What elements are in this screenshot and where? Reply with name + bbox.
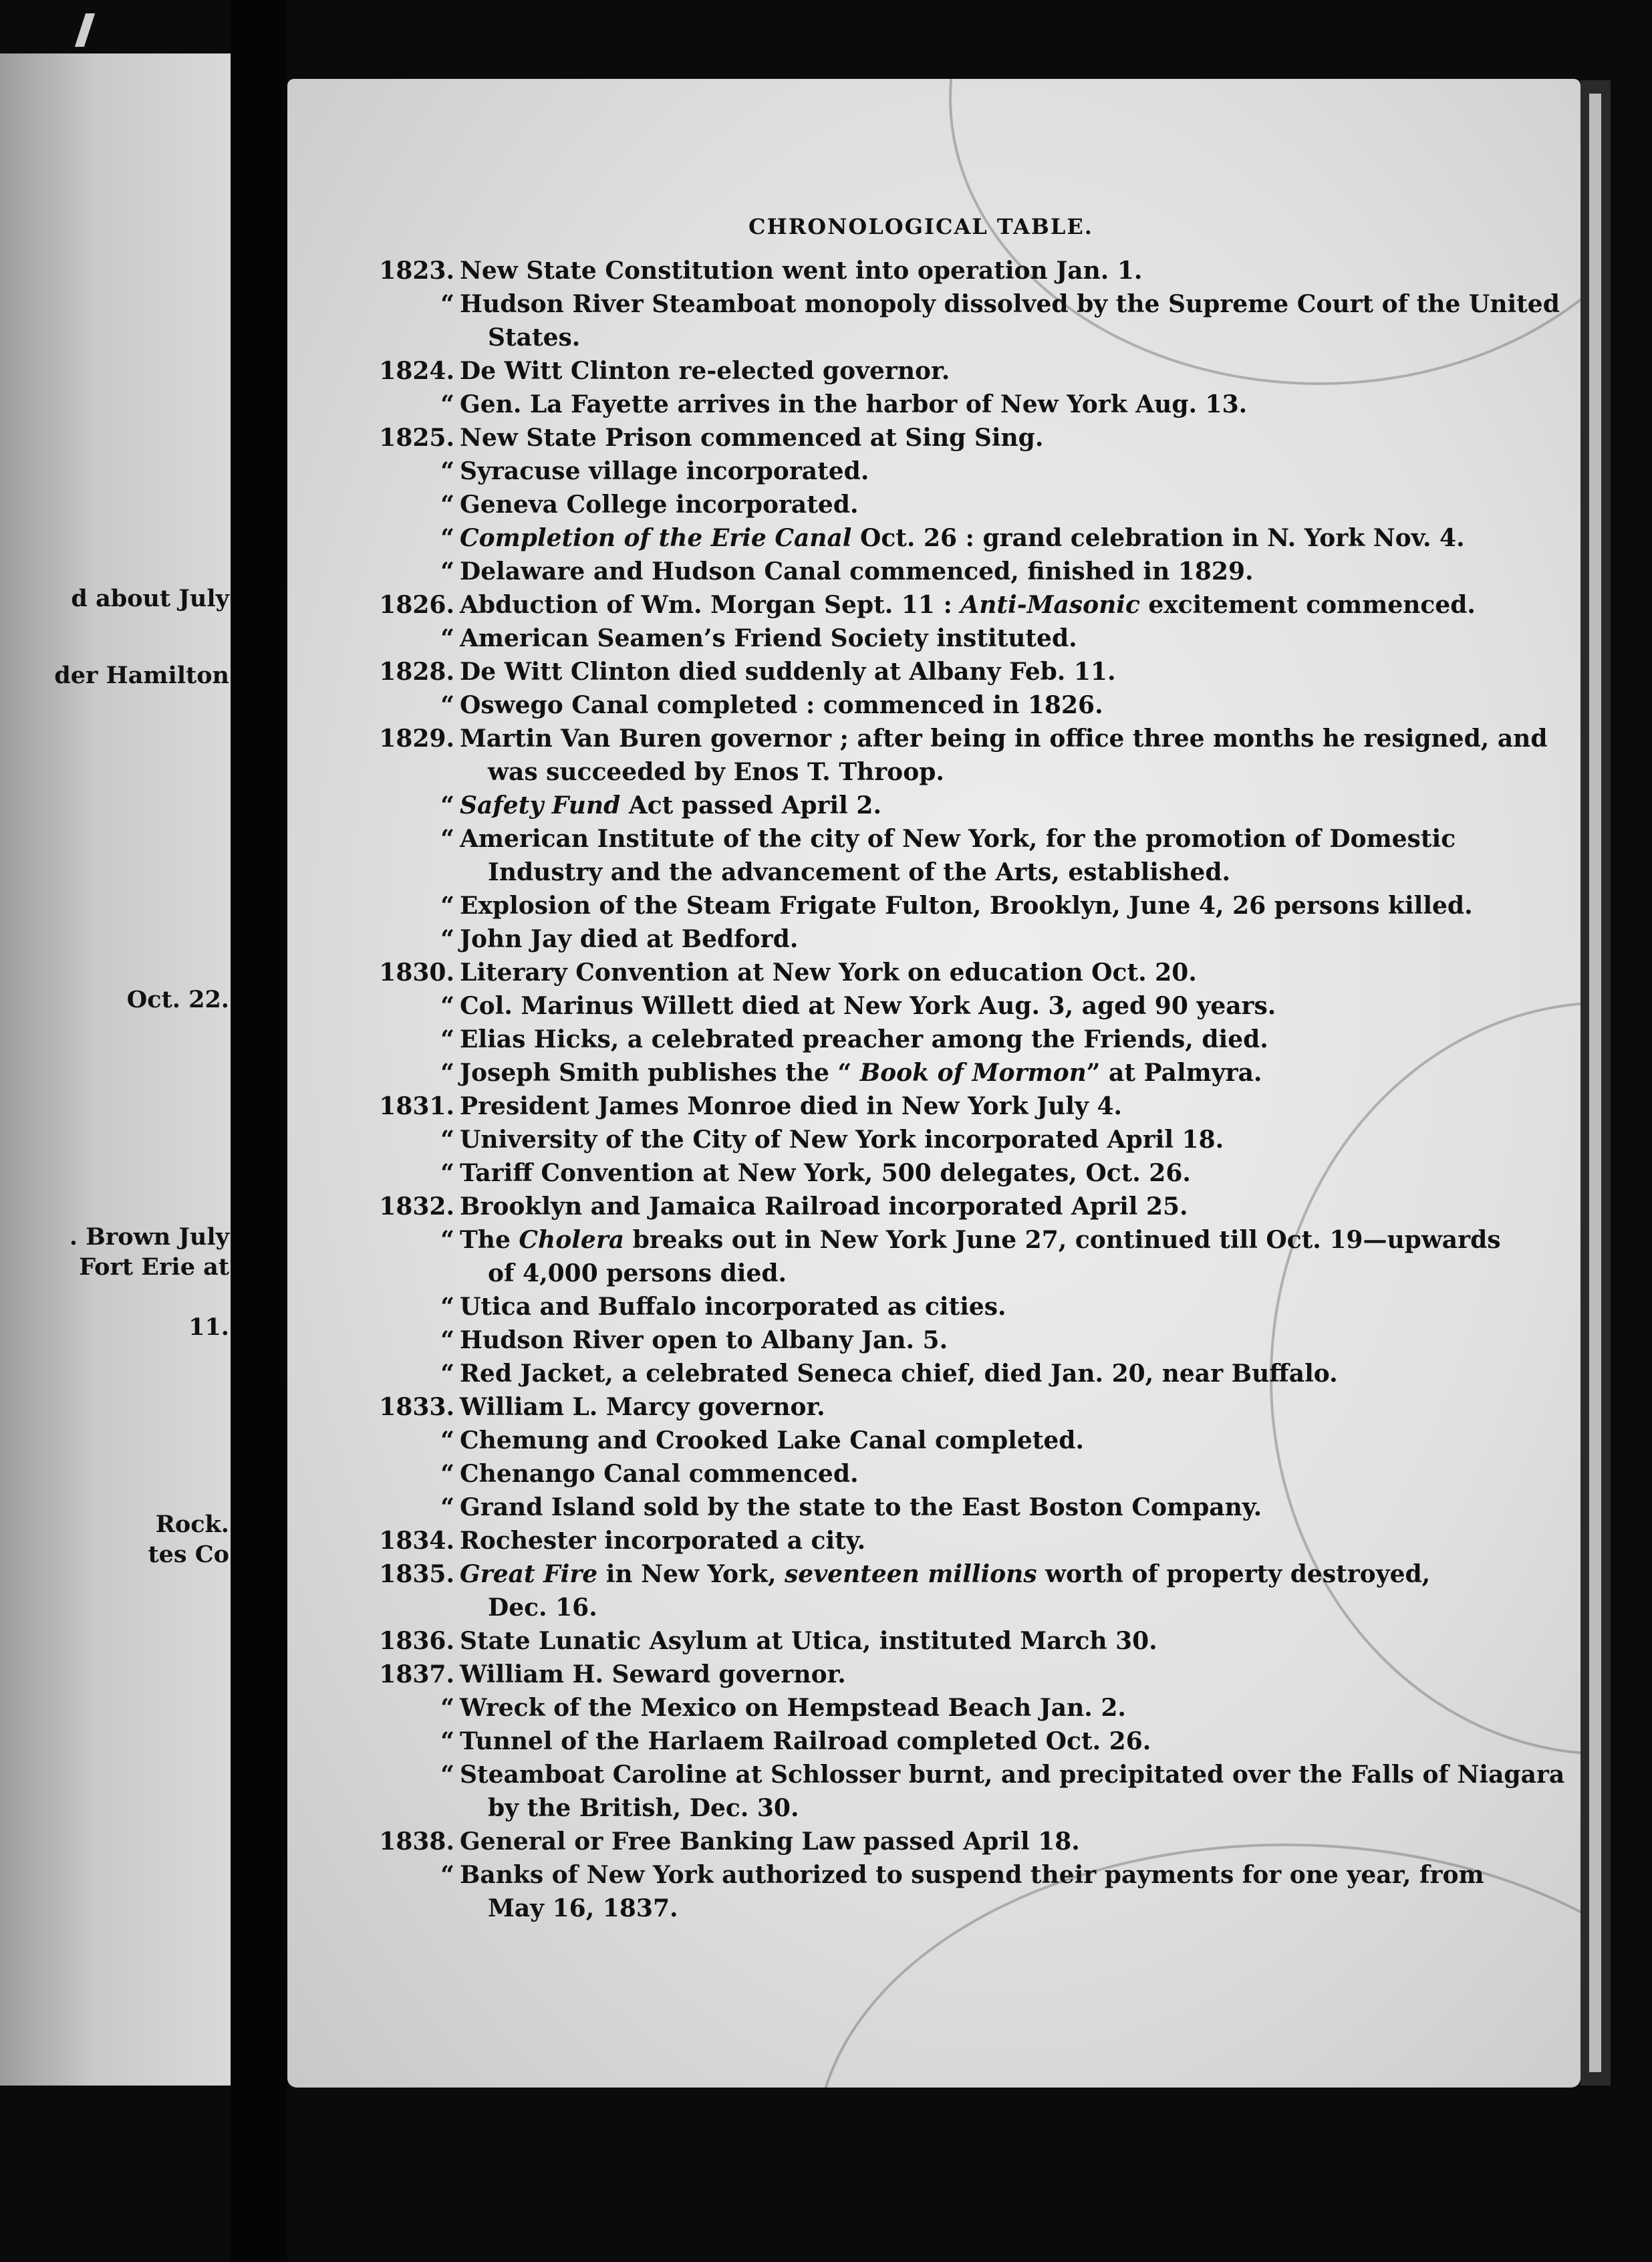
chronology-entry [0,1424,1652,1457]
entry-year: 1826. [379,591,454,619]
entry-year: 1830. [379,959,454,987]
entry-text [460,1023,1369,1056]
entry-text [460,1524,1369,1557]
entry-fragment: Oct. 26 : grand celebration in N. York Nov. 4. [851,524,1465,552]
entry-line [460,822,1456,856]
left-fragment: Fort Erie at [79,1253,229,1281]
entry-year: 1831. [379,1092,454,1120]
entry-year: “ [440,557,454,586]
entry-year: “ [440,1159,454,1187]
entry-fragment: Syracuse village incorporated. [460,457,869,485]
entry-fragment: Joseph Smith publishes the “ [460,1059,860,1087]
entry-year: “ [440,1727,454,1755]
left-fragment: Oct. 22. [126,986,229,1013]
entry-line [460,287,1560,321]
chronology-entry [0,1357,1652,1390]
entry-fragment: William H. Seward governor. [460,1660,846,1688]
chronology-entry [0,1624,1652,1658]
entry-year: “ [440,524,454,552]
entry-text [460,1357,1369,1390]
entry-fragment: American Institute of the city of New York, for the promotion of Domestic [460,825,1456,853]
entry-year: “ [440,1360,454,1388]
page-title: CHRONOLOGICAL TABLE. [748,214,1093,239]
entry-line [460,688,1369,722]
entry-fragment: New State Constitution went into operation Jan. 1. [460,257,1143,285]
entry-year: “ [440,491,454,519]
entry-fragment: De Witt Clinton re-elected governor. [460,357,950,385]
chronology-entry [0,1491,1652,1524]
entry-fragment: Oswego Canal completed : commenced in 1826. [460,691,1103,719]
entry-fragment: Hudson River Steamboat monopoly dissolved by the Supreme Court of the United [460,290,1560,318]
chronology-entry [0,822,1652,889]
entry-italic: Book of Mormon [859,1059,1087,1087]
chronology-entry [0,1658,1652,1691]
entry-text [460,956,1369,989]
chronology-entry [0,521,1652,555]
entry-text [460,1457,1369,1491]
chronology-entry [0,1190,1652,1223]
entry-text [460,254,1369,287]
entry-line [460,521,1465,555]
entry-text [460,1090,1369,1123]
entry-fragment: Chenango Canal commenced. [460,1460,859,1488]
entry-year: “ [440,1326,454,1354]
chronology-entry [0,1290,1652,1324]
entry-year: 1836. [379,1627,454,1655]
entry-year: “ [440,1861,454,1889]
entry-text [460,287,1560,354]
left-fragment: . Brown July [69,1223,229,1251]
entry-fragment: Chemung and Crooked Lake Canal completed. [460,1426,1084,1455]
entry-year: “ [440,925,454,953]
chronology-entry [0,1156,1652,1190]
chronology-entry [0,388,1652,421]
entry-fragment: Elias Hicks, a celebrated preacher among the Friends, died. [460,1025,1268,1053]
chronology-entry [0,455,1652,488]
entry-year: “ [440,1059,454,1087]
entry-text [460,1758,1565,1825]
entry-text [460,1056,1369,1090]
entry-line [460,1758,1565,1791]
chronology-entry [0,555,1652,588]
entry-fragment: Hudson River open to Albany Jan. 5. [460,1326,948,1354]
entry-line [460,1658,1369,1691]
entry-line [460,1524,1369,1557]
entry-continuation: was succeeded by Enos T. Throop. [488,758,944,786]
entry-year: 1823. [379,257,454,285]
chronology-entry [0,1825,1652,1858]
left-fragment: Rock. [155,1511,229,1538]
entry-line [460,1324,1369,1357]
entry-year: “ [440,624,454,652]
entry-line [460,722,1548,755]
entry-continuation: of 4,000 persons died. [488,1259,787,1287]
entry-text [460,455,1369,488]
entry-year: 1837. [379,1660,454,1688]
entry-fragment: Gen. La Fayette arrives in the harbor of New York Aug. 13. [460,390,1248,418]
entry-italic: Anti-Masonic [960,591,1140,619]
entry-fragment: Brooklyn and Jamaica Railroad incorporated April 25. [460,1192,1188,1221]
entry-text [460,555,1369,588]
entry-fragment: General or Free Banking Law passed April 18. [460,1828,1080,1856]
entry-continuation: Dec. 16. [488,1594,597,1622]
entry-year: “ [440,1293,454,1321]
chronology-entry [0,1725,1652,1758]
entry-continuation: by the British, Dec. 30. [488,1794,799,1822]
entry-fragment: Tunnel of the Harlaem Railroad completed Oct. 26. [460,1727,1151,1755]
entry-year: “ [440,1025,454,1053]
entry-fragment: Wreck of the Mexico on Hempstead Beach Jan. 2. [460,1694,1126,1722]
entry-line [460,1357,1369,1390]
entry-fragment: The [460,1226,519,1254]
chronology-entry [0,588,1652,622]
entry-line [460,622,1369,655]
entry-text [460,822,1456,889]
entry-fragment: Red Jacket, a celebrated Seneca chief, died Jan. 20, near Buffalo. [460,1360,1338,1388]
entry-fragment: breaks out in New York June 27, continued till Oct. 19—upwards [624,1226,1501,1254]
entry-line [460,922,1369,956]
chronology-entry [0,488,1652,521]
entry-line [460,488,1369,521]
chronology-entry [0,254,1652,287]
chronology-entry [0,922,1652,956]
entry-line [460,1858,1484,1892]
entry-line [460,1725,1369,1758]
entry-fragment: excitement commenced. [1139,591,1476,619]
entry-fragment: Utica and Buffalo incorporated as cities. [460,1293,1006,1321]
chronology-entry [0,1123,1652,1156]
entry-fragment: William L. Marcy governor. [460,1393,825,1421]
entry-line [460,1190,1369,1223]
entry-text [460,354,1369,388]
entry-text [460,622,1369,655]
entry-line [460,989,1369,1023]
entry-text [460,1424,1369,1457]
chronology-entry [0,789,1652,822]
entry-line [460,588,1476,622]
chronology-entry [0,688,1652,722]
entry-line [460,1023,1369,1056]
entry-year: “ [440,1694,454,1722]
entry-text [460,889,1473,922]
entry-text [460,655,1369,688]
chronology-entry [0,655,1652,688]
chronology-entry [0,1691,1652,1725]
entry-fragment: Geneva College incorporated. [460,491,859,519]
entry-year: “ [440,992,454,1020]
entry-italic: Completion of the Erie Canal [460,524,852,552]
entry-fragment: Abduction of Wm. Morgan Sept. 11 : [460,591,961,619]
entry-line [460,1424,1369,1457]
entry-text [460,488,1369,521]
entry-text [460,688,1369,722]
entry-continuation: Industry and the advancement of the Arts, established. [488,858,1231,886]
entry-text [460,388,1369,421]
entry-text [460,1190,1369,1223]
entry-text [460,1223,1501,1290]
entry-year: “ [440,1426,454,1455]
left-fragment: d about July [71,585,229,612]
chronology-entry [0,287,1652,354]
chronology-list [0,254,1652,1925]
entry-text [460,521,1465,555]
entry-line [460,1825,1369,1858]
entry-fragment: American Seamen’s Friend Society instituted. [460,624,1077,652]
entry-text [460,1156,1369,1190]
entry-line [460,1156,1369,1190]
entry-line [460,354,1369,388]
entry-year: “ [440,290,454,318]
chronology-entry [0,1557,1652,1624]
chronology-entry [0,354,1652,388]
entry-fragment: Col. Marinus Willett died at New York Aug. 3, aged 90 years. [460,992,1276,1020]
entry-text [460,1624,1369,1658]
entry-line [460,1557,1431,1591]
entry-line [460,1624,1369,1658]
chronology-entry [0,1223,1652,1290]
entry-fragment: ” at Palmyra. [1086,1059,1262,1087]
chronology-entry [0,1324,1652,1357]
entry-line [460,1223,1501,1257]
entry-line [460,889,1473,922]
entry-line [460,1691,1369,1725]
entry-year: “ [440,1126,454,1154]
entry-fragment: Act passed April 2. [620,791,881,820]
entry-line [460,655,1369,688]
entry-year: “ [440,691,454,719]
chronology-entry [0,1524,1652,1557]
chronology-entry [0,421,1652,455]
entry-fragment: President James Monroe died in New York July 4. [460,1092,1123,1120]
chronology-entry [0,1090,1652,1123]
entry-text [460,588,1476,622]
entry-year: “ [440,1226,454,1254]
entry-fragment: Rochester incorporated a city. [460,1527,866,1555]
entry-line [460,956,1369,989]
entry-italic: seventeen millions [785,1560,1037,1588]
entry-year: 1824. [379,357,454,385]
entry-italic: Cholera [519,1226,625,1254]
entry-fragment: in New York, [597,1560,785,1588]
entry-year: “ [440,892,454,920]
entry-fragment: De Witt Clinton died suddenly at Albany Feb. 11. [460,658,1116,686]
left-fragment: der Hamilton [54,662,229,689]
entry-year: 1833. [379,1393,454,1421]
entry-fragment: New State Prison commenced at Sing Sing. [460,424,1044,452]
chronology-entry [0,1858,1652,1925]
entry-year: 1835. [379,1560,454,1588]
entry-year: “ [440,457,454,485]
entry-fragment: State Lunatic Asylum at Utica, instituted March 30. [460,1627,1157,1655]
entry-year: 1829. [379,725,454,753]
entry-line [460,1290,1369,1324]
scan-mark [75,13,95,47]
entry-year: 1825. [379,424,454,452]
entry-year: 1838. [379,1828,454,1856]
entry-text [460,1491,1369,1524]
entry-line [460,421,1369,455]
entry-line [460,789,1369,822]
chronology-entry [0,989,1652,1023]
entry-text [460,1691,1369,1725]
entry-text [460,1825,1369,1858]
entry-fragment: Tariff Convention at New York, 500 delegates, Oct. 26. [460,1159,1191,1187]
entry-year: “ [440,390,454,418]
chronology-entry [0,622,1652,655]
entry-year: “ [440,825,454,853]
entry-fragment: Martin Van Buren governor ; after being in office three months he resigned, and [460,725,1548,753]
entry-year: “ [440,791,454,820]
entry-line [460,1090,1369,1123]
entry-text [460,789,1369,822]
entry-fragment: Delaware and Hudson Canal commenced, finished in 1829. [460,557,1254,586]
entry-continuation: May 16, 1837. [488,1894,678,1922]
entry-fragment: John Jay died at Bedford. [460,925,799,953]
entry-fragment: Banks of New York authorized to suspend their payments for one year, from [460,1861,1484,1889]
entry-continuation: States. [488,324,581,352]
entry-fragment: worth of property destroyed, [1037,1560,1431,1588]
entry-year: 1832. [379,1192,454,1221]
entry-text [460,1390,1369,1424]
entry-text [460,989,1369,1023]
left-fragment: 11. [188,1313,229,1341]
entry-line [460,1390,1369,1424]
entry-fragment: Steamboat Caroline at Schlosser burnt, and precipitated over the Falls of Niagara [460,1761,1565,1789]
entry-line [460,455,1369,488]
chronology-entry [0,1390,1652,1424]
entry-year: 1834. [379,1527,454,1555]
entry-italic: Great Fire [460,1560,598,1588]
entry-year: “ [440,1761,454,1789]
entry-line [460,388,1369,421]
entry-year: “ [440,1460,454,1488]
entry-fragment: Literary Convention at New York on education Oct. 20. [460,959,1197,987]
left-fragment: tes Co [148,1541,229,1568]
entry-text [460,1557,1431,1624]
entry-italic: Safety Fund [460,791,621,820]
entry-text [460,922,1369,956]
entry-year: “ [440,1493,454,1521]
chronology-entry [0,722,1652,789]
entry-year: 1828. [379,658,454,686]
chronology-entry [0,1457,1652,1491]
chronology-entry [0,1023,1652,1056]
entry-line [460,1056,1369,1090]
entry-fragment: Grand Island sold by the state to the East Boston Company. [460,1493,1262,1521]
entry-line [460,254,1369,287]
chronology-entry [0,1758,1652,1825]
chronology-entry [0,956,1652,989]
chronology-entry [0,1056,1652,1090]
chronology-entry [0,889,1652,922]
entry-text [460,722,1548,789]
entry-text [460,421,1369,455]
entry-text [460,1123,1369,1156]
entry-fragment: Explosion of the Steam Frigate Fulton, Brooklyn, June 4, 26 persons killed. [460,892,1473,920]
entry-text [460,1725,1369,1758]
entry-text [460,1858,1484,1925]
entry-text [460,1658,1369,1691]
entry-fragment: University of the City of New York incorporated April 18. [460,1126,1224,1154]
entry-line [460,1457,1369,1491]
entry-text [460,1324,1369,1357]
entry-line [460,1123,1369,1156]
entry-text [460,1290,1369,1324]
entry-line [460,555,1369,588]
entry-line [460,1491,1369,1524]
